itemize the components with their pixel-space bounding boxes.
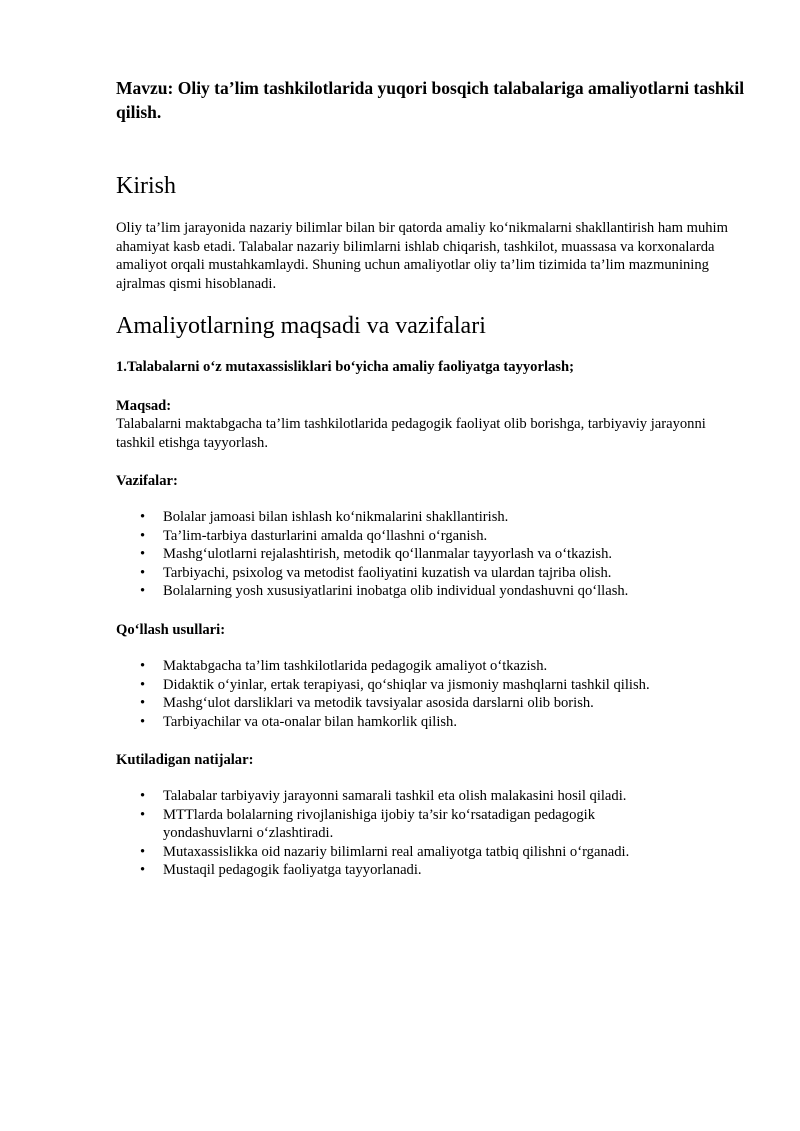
amaliyot-subheading: 1.Talabalarni o‘z mutaxassisliklari bo‘yicha amaliy faoliyatga tayyorlash; bbox=[116, 359, 574, 375]
vazifalar-list bbox=[116, 508, 756, 601]
bullet-icon: • bbox=[140, 564, 146, 581]
topic-title: Mavzu: Oliy ta’lim tashkilotlarida yuqori bosqich talabalariga amaliyotlarni tashkil qilish. bbox=[116, 78, 745, 122]
kirish-heading: Kirish bbox=[116, 173, 176, 199]
natijalar-list bbox=[116, 787, 756, 880]
bullet-icon: • bbox=[140, 862, 146, 879]
usullar-list bbox=[116, 657, 756, 731]
bullet-icon: • bbox=[140, 527, 146, 544]
bullet-icon: • bbox=[140, 546, 146, 563]
usullar-label: Qo‘llash usullari: bbox=[116, 622, 226, 638]
bullet-icon: • bbox=[140, 843, 146, 860]
list-item: • Mutaxassislikka oid nazariy bilimlarni real amaliyotga tatbiq qilishni o‘rganadi. bbox=[140, 843, 630, 860]
list-item: • Talabalar tarbiyaviy jarayonni samarali tashkil eta olish malakasini hosil qiladi. bbox=[140, 788, 627, 804]
bullet-icon: • bbox=[140, 806, 146, 823]
list-item: • Ta’lim-tarbiya dasturlarini amalda qo‘llashni o‘rganish. bbox=[140, 527, 488, 544]
list-item: • Mashg‘ulotlarni rejalashtirish, metodik qo‘llanmalar tayyorlash va o‘tkazish. bbox=[140, 546, 613, 563]
vazifalar-label: Vazifalar: bbox=[116, 473, 178, 489]
list-item: • Tarbiyachi, psixolog va metodist faoliyatini kuzatish va ulardan tajriba olish. bbox=[140, 564, 612, 581]
list-item: • Maktabgacha ta’lim tashkilotlarida pedagogik amaliyot o‘tkazish. bbox=[140, 658, 548, 674]
maqsad-paragraph: Talabalarni maktabgacha ta’lim tashkilotlarida pedagogik faoliyat olib borishga, tarbiyaviy jarayonni tashkil etishga tayyorlash. bbox=[116, 416, 706, 451]
maqsad-label: Maqsad: bbox=[116, 398, 172, 414]
list-item: • Bolalarning yosh xususiyatlarini inobatga olib individual yondashuvni qo‘llash. bbox=[140, 583, 629, 600]
list-item: • Mashg‘ulot darsliklari va metodik tavsiyalar asosida darslarni olib borish. bbox=[140, 695, 594, 712]
bullet-icon: • bbox=[140, 713, 146, 730]
bullet-icon: • bbox=[140, 583, 146, 600]
list-item: • Mustaqil pedagogik faoliyatga tayyorlanadi. bbox=[140, 862, 422, 879]
bullet-icon: • bbox=[140, 658, 146, 674]
list-item: • MTTlarda bolalarning rivojlanishiga ijobiy ta’sir ko‘rsatadigan pedagogik yondashuvlarni o‘zlashtiradi. bbox=[140, 806, 596, 842]
list-item: • Didaktik o‘yinlar, ertak terapiyasi, qo‘shiqlar va jismoniy mashqlarni tashkil qilish. bbox=[140, 676, 650, 693]
kirish-paragraph: Oliy ta’lim jarayonida nazariy bilimlar bilan bir qatorda amaliy ko‘nikmalarni shakllantirish ham muhim ahamiyat kasb etadi. Talabalar nazariy bilimlarni ishlab chiqarish, tashkilot, muassasa va korxonalarda amaliyot orqali mustahkamlaydi. Shuning uchun amaliyotlar oliy ta’lim tizimida ta’lim mazmunining ajralmas qismi hisoblanadi. bbox=[116, 220, 728, 292]
bullet-icon: • bbox=[140, 788, 146, 804]
bullet-icon: • bbox=[140, 676, 146, 693]
bullet-icon: • bbox=[140, 695, 146, 712]
list-item: • Bolalar jamoasi bilan ishlash ko‘nikmalarini shakllantirish. bbox=[140, 509, 509, 525]
list-item: • Tarbiyachilar va ota-onalar bilan hamkorlik qilish. bbox=[140, 713, 457, 730]
natijalar-label: Kutiladigan natijalar: bbox=[116, 752, 254, 768]
amaliyot-heading: Amaliyotlarning maqsadi va vazifalari bbox=[116, 313, 486, 339]
bullet-icon: • bbox=[140, 509, 146, 525]
